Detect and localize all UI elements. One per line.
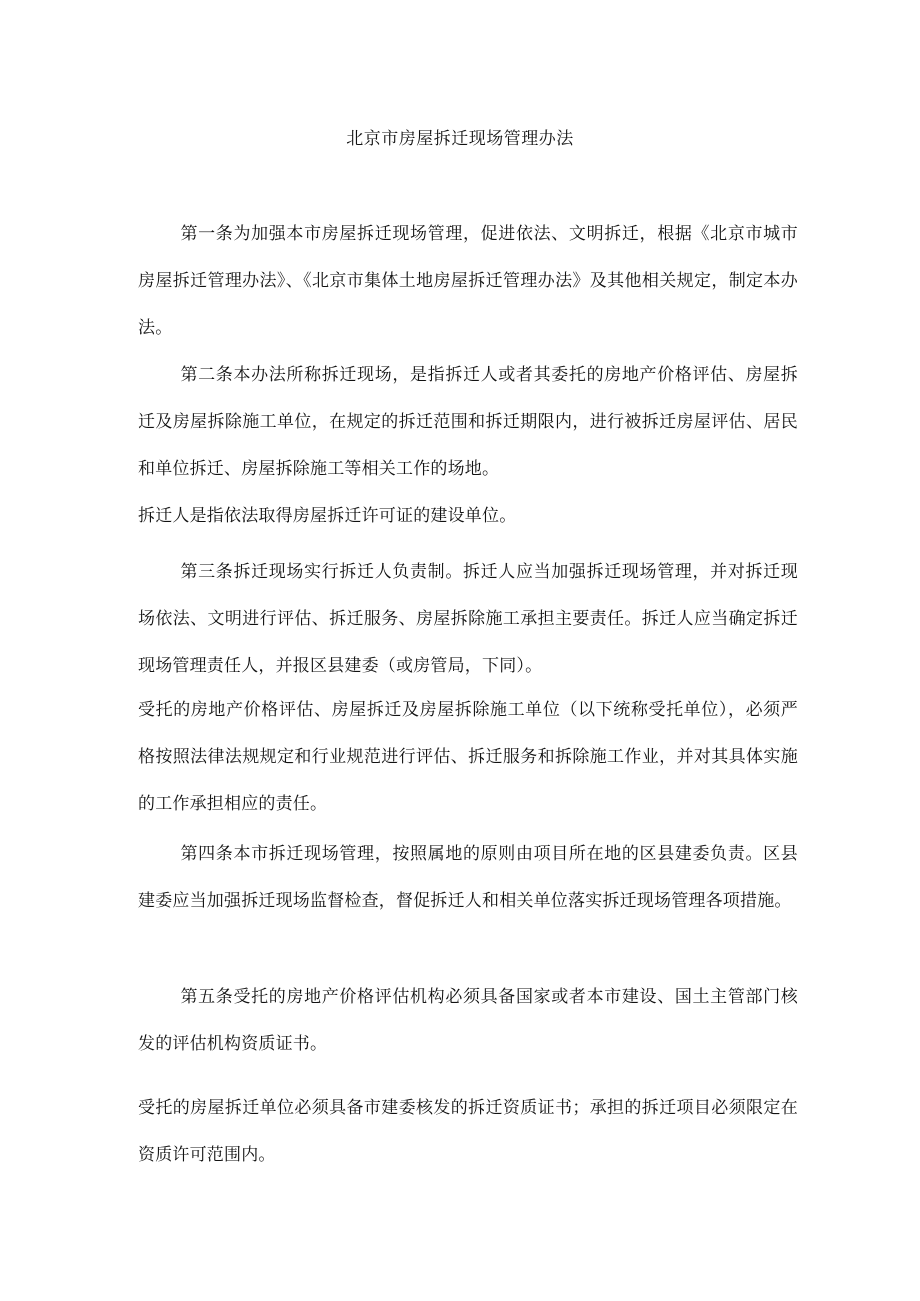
article-5-supplement-paragraph: 受托的房屋拆迁单位必须具备市建委核发的拆迁资质证书；承担的拆迁项目必须限定在资质许可范围内。 <box>138 1098 798 1165</box>
article-2-paragraph: 第二条本办法所称拆迁现场，是指拆迁人或者其委托的房地产价格评估、房屋拆迁及房屋拆除施工单位，在规定的拆迁范围和拆迁期限内，进行被拆迁房屋评估、居民和单位拆迁、房屋拆除施工等相关工作的场地。 <box>138 365 798 479</box>
article-1-paragraph: 第一条为加强本市房屋拆迁现场管理，促进依法、文明拆迁，根据《北京市城市房屋拆迁管理办法》、《北京市集体土地房屋拆迁管理办法》及其他相关规定，制定本办法。 <box>138 224 798 338</box>
article-4-paragraph: 第四条本市拆迁现场管理，按照属地的原则由项目所在地的区县建委负责。区县建委应当加强拆迁现场监督检查，督促拆迁人和相关单位落实拆迁现场管理各项措施。 <box>138 844 798 911</box>
page-title: 北京市房屋拆迁现场管理办法 <box>346 129 574 149</box>
article-2-supplement-paragraph: 拆迁人是指依法取得房屋拆迁许可证的建设单位。 <box>138 506 517 526</box>
article-3-supplement-paragraph: 受托的房地产价格评估、房屋拆迁及房屋拆除施工单位（以下统称受托单位），必须严格按照法律法规规定和行业规范进行评估、拆迁服务和拆除施工作业，并对其具体实施的工作承担相应的责任。 <box>138 700 798 814</box>
article-5-paragraph: 第五条受托的房地产价格评估机构必须具备国家或者本市建设、国土主管部门核发的评估机构资质证书。 <box>138 987 798 1054</box>
article-3-paragraph: 第三条拆迁现场实行拆迁人负责制。拆迁人应当加强拆迁现场管理，并对拆迁现场依法、文明进行评估、拆迁服务、房屋拆除施工承担主要责任。拆迁人应当确定拆迁现场管理责任人，并报区县建委（或房管局，下同）。 <box>138 562 798 676</box>
